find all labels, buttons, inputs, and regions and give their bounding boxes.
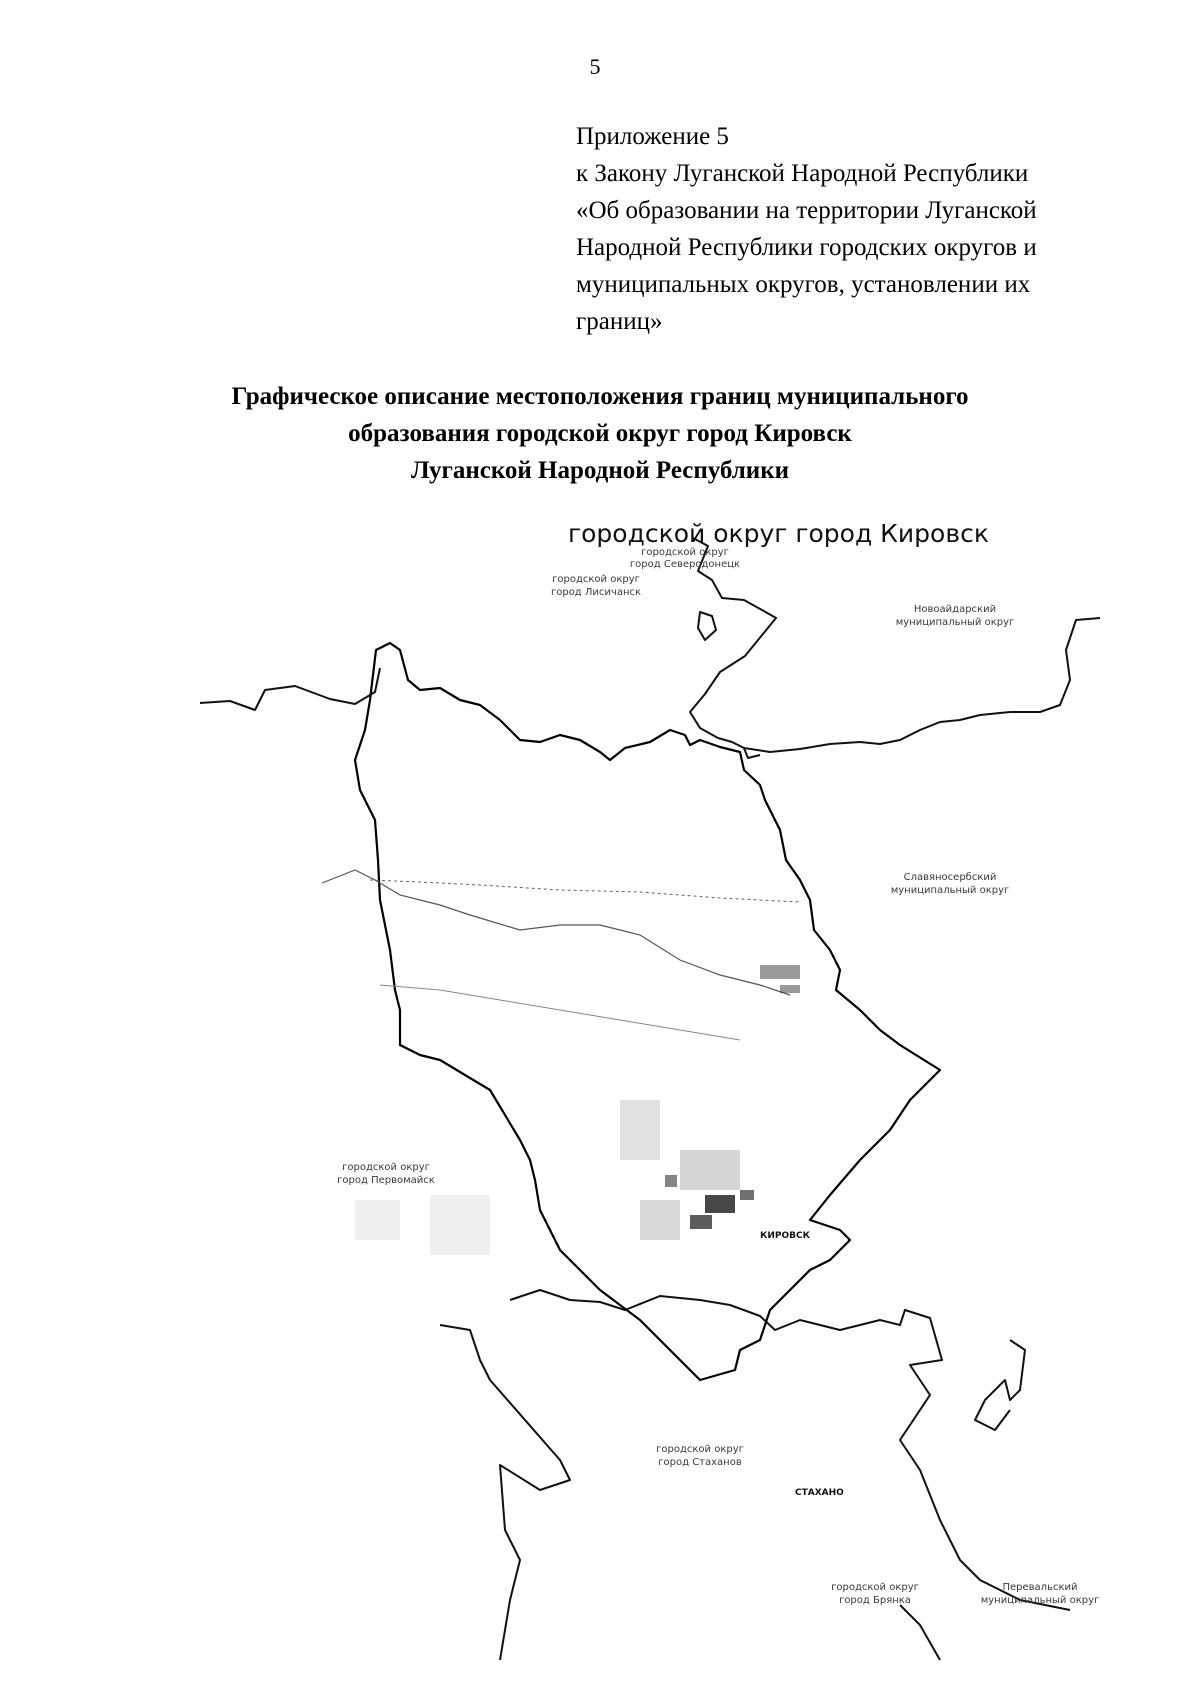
novoaydar-boundary	[744, 618, 1100, 752]
bryanka-label-line2: город Брянка	[839, 1595, 911, 1606]
pervomaysk-boundary	[440, 1325, 570, 1660]
pervomaysk-label-line2: город Первомайск	[337, 1175, 435, 1186]
document-title	[0, 378, 1200, 489]
severodonetsk-label-line1: городской округ	[641, 547, 729, 558]
map-heading: городской округ город Кировск	[568, 519, 989, 548]
perevalsk-label-line1: Перевальский	[1002, 1582, 1078, 1593]
pervomaysk-label-line1: городской округ	[342, 1162, 430, 1173]
railway-line	[370, 880, 800, 902]
title-line: Луганской Народной Республики	[410, 457, 790, 484]
title-line: Графическое описание местоположения границ муниципального	[231, 383, 969, 410]
title-line: образования городской округ город Кировск	[348, 420, 852, 447]
novoaydar-label-line2: муниципальный округ	[895, 617, 1015, 628]
west-line	[200, 668, 380, 710]
appendix-line: муниципальных округов, установлении их	[576, 271, 1031, 298]
settlement-texture	[355, 965, 800, 1255]
bryanka-label-line1: городской округ	[831, 1582, 919, 1593]
severodonetsk-boundary	[690, 538, 776, 758]
perevalsk-boundary	[975, 1340, 1025, 1430]
neighbor-boundaries	[200, 538, 1100, 1660]
appendix-block	[576, 118, 1037, 340]
lisichansk-label-line2: город Лисичанск	[550, 587, 642, 598]
page-number: 5	[589, 54, 601, 79]
novoaydar-label-line1: Новоайдарский	[913, 604, 997, 615]
stakhanov-label-line2: город Стаханов	[658, 1457, 742, 1468]
road-line	[380, 985, 740, 1040]
stakhanov-town-label: СТАХАНО	[795, 1488, 844, 1498]
bryanka-boundary	[900, 1605, 940, 1660]
lisichansk-label-line1: городской округ	[552, 574, 640, 585]
boundary-map	[0, 495, 1200, 1675]
appendix-line: к Закону Луганской Народной Республики	[576, 160, 1029, 187]
perevalsk-label-line2: муниципальный округ	[980, 1595, 1100, 1606]
appendix-line: Приложение 5	[576, 123, 729, 150]
slavyanoserbsk-label-line2: муниципальный округ	[890, 885, 1010, 896]
appendix-line: Народной Республики городских округов и	[576, 234, 1037, 261]
appendix-line: «Об образовании на территории Луганской	[576, 197, 1037, 224]
kirovsk-town-label: КИРОВСК	[760, 1231, 810, 1241]
stakhanov-boundary	[510, 1290, 1070, 1610]
stakhanov-label-line1: городской округ	[656, 1444, 744, 1455]
slavyanoserbsk-label-line1: Славяносербский	[903, 872, 997, 883]
severodonetsk-label-line2: город Северодонецк	[629, 559, 741, 570]
kirovsk-outline	[355, 643, 940, 1380]
lake-outline	[698, 612, 716, 640]
appendix-line: границ»	[576, 308, 663, 335]
